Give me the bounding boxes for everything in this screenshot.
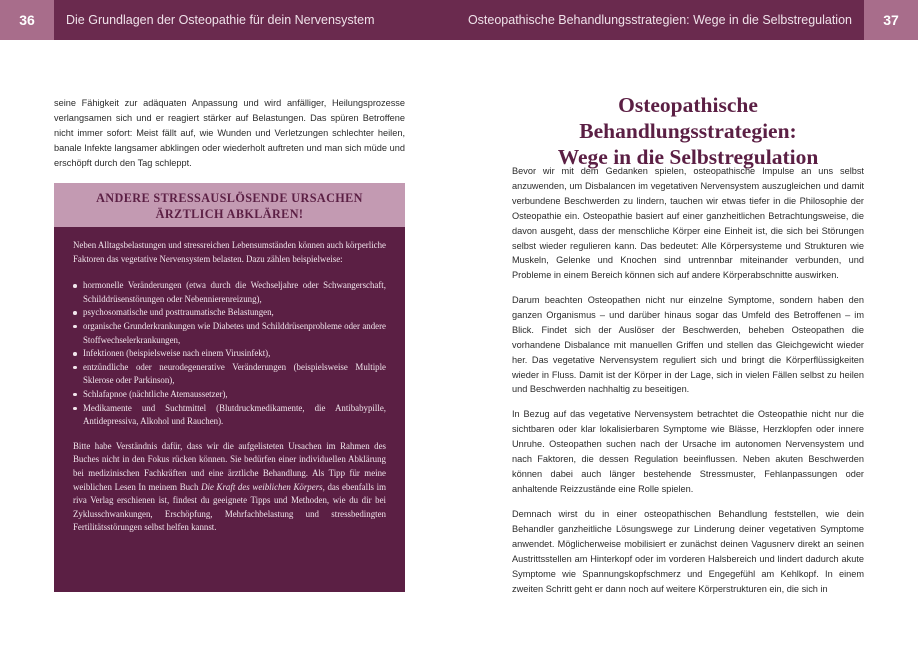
info-box (54, 183, 405, 592)
chapter-title-line-2: Wege in die Selbstregulation (557, 145, 819, 169)
body-paragraph-3: In Bezug auf das vegetative Nervensystem betrachtet die Osteopathie nicht nur die sichtbaren oder klar lokalisierbaren Symptome wie Blässe, Herzklopfen oder innere Unruhe. Osteopathen suchen nach der Ursache im autonomen Nervensystem und nach Faktoren, die dessen Regulation beeinflussen. Neben akuten Beschwerden können dabei auch länger bestehende Stressmuster, Fehlanpassungen oder anhaltende Reizzustände eine Rolle spielen. (512, 409, 864, 494)
right-running-title: Osteopathische Behandlungsstrategien: Wege in die Selbstregulation (467, 13, 852, 27)
left-running-title: Die Grundlagen der Osteopathie für dein Nervensystem (66, 13, 375, 27)
body-paragraph-2: Darum beachten Osteopathen nicht nur einzelne Symptome, sondern haben den ganzen Organismus – und darüber hinaus sogar das Umfeld des Betroffenen – im Blick. Findet sich der Auslöser der Beschwerden, beheben Osteopathen die vorhandene Disbalance mit manuellen Griffen und stellen das Gleichgewicht wieder her. Das vegetative Nervensystem reguliert sich und bringt die Körperflüssigkeiten wieder in Fluss. Damit ist der Körper in der Lage, sich in vielen Fällen selbst zu heilen und Beschwerden nachhaltig zu beseitigen. (512, 295, 864, 395)
list-item: Schlafapnoe (nächtliche Atemaussetzer), (73, 388, 386, 402)
chapter-title (512, 92, 864, 170)
outro-text-start: Bitte habe Verständnis dafür, dass wir die aufgelisteten Ursachen im Rahmen des Buches nicht in den Fokus rücken können. Sie bedürfen einer individuellen Abklärung bei medizinischen Fachkräften und eine ärztliche Behandlung. Als Tipp für meine weiblichen Lesen In meinem Buch (73, 440, 386, 492)
cause-list (73, 279, 386, 429)
outro-text-end: , das ebenfalls im riva Verlag erschienen ist, findest du geeignete Tipps und Methoden, wie du dir bei Zyklusschwankungen, Erschöpfung, Mehrfachbelastung und stressbedingten Fertilitätsstörungen selbst helfen kannst. (73, 481, 387, 533)
list-item: entzündliche oder neurodegenerative Veränderungen (beispielsweise Multiple Sklerose oder Parkinson), (73, 361, 386, 388)
left-page-number: 36 (0, 0, 54, 40)
info-box-intro: Neben Alltagsbelastungen und stressreichen Lebensumständen können auch körperliche Faktoren das vegetative Nervensystem belasten. Dazu zählen beispielweise: (73, 240, 386, 264)
list-item: Infektionen (beispielsweise nach einem Virusinfekt), (73, 347, 386, 361)
book-title: Die Kraft des weiblichen Körpers (201, 481, 323, 492)
right-page-number: 37 (864, 0, 918, 40)
body-paragraph-4: Demnach wirst du in einer osteopathischen Behandlung feststellen, wie dein Behandler ganzheitliche Lösungswege zur Linderung deiner vegetativen Symptome anwendet. Möglicherweise mobilisiert er zunächst deinen Vagusnerv direkt an seinen Austrittsstellen am Hinterkopf oder im vorderen Halsbereich und lindert dadurch akute Symptome wie Spannungskopfschmerz und Engegefühl am Kehlkopf. In einem zweiten Schritt geht er dann noch auf weitere Körperstrukturen ein, die sich in (512, 509, 864, 594)
intro-paragraph: seine Fähigkeit zur adäquaten Anpassung und wird anfälliger, Heilungsprozesse verlangsamen sich und er reagiert stärker auf Belastungen. Das spüren Betroffene nicht immer sofort: Meist fällt auf, wie Wunden und Verletzungen schlechter heilen, banale Infekte langsamer abklingen oder wiederholt auftreten und man sich müde und erschöpft durch den Tag schleppt. (54, 98, 405, 168)
info-box-body (54, 227, 405, 535)
info-box-title-line-1: ANDERE STRESSAUSLÖSENDE URSACHEN (96, 191, 363, 205)
list-item: Medikamente und Suchtmittel (Blutdruckmedikamente, die Antibabypille, Antidepressiva, Alkohol und Rauchen). (73, 402, 386, 429)
chapter-title-line-1: Osteopathische Behandlungsstrategien: (579, 93, 797, 143)
info-box-title (54, 183, 405, 227)
info-box-title-line-2: ÄRZTLICH ABKLÄREN! (155, 207, 304, 221)
body-paragraph-1: Bevor wir mit dem Gedanken spielen, osteopathische Impulse an uns selbst anzuwenden, um Disbalancen im vegetativen Nervensystem auszugleichen und damit verbundene Beschwerden zu lindern, tauchen wir etwas tiefer in die Philosophie der Osteopathie ein. Osteopathie basiert auf einer ganzheitlichen Betrachtungsweise, die davon ausgeht, dass der menschliche Körper eine Einheit ist, die sich bei Störungen selbst wieder regulieren kann. Das bedeutet: Alle Körpersysteme und Strukturen wie Muskeln, Gelenke und Knochen sind untrennbar miteinander verbunden, und Probleme in einem Bereich können sich auf andere Körperabschnitte auswirken. (512, 166, 864, 281)
running-header (0, 0, 918, 40)
list-item: psychosomatische und posttraumatische Belastungen, (73, 306, 386, 320)
list-item: organische Grunderkrankungen wie Diabetes und Schilddrüsenprobleme oder andere Stoffwechselerkrankungen, (73, 320, 386, 347)
info-box-outro (73, 440, 386, 535)
list-item: hormonelle Veränderungen (etwa durch die Wechseljahre oder Schwangerschaft, Schilddrüsenstörungen oder Nebennierenreizung), (73, 279, 386, 306)
